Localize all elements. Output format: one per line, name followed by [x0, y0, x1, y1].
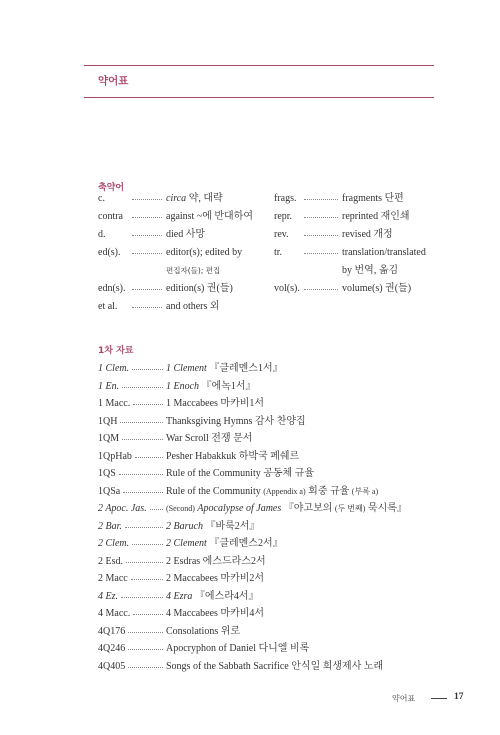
- source-definition: 2 Clement 『클레멘스2서』: [166, 538, 283, 549]
- abbrev-definition: fragments 단편: [342, 193, 404, 204]
- header-rule-bottom: [84, 97, 434, 98]
- leader-dots: [132, 307, 162, 308]
- leader-dots: [120, 422, 163, 423]
- source-definition: 2 Baruch 『바룩2서』: [166, 520, 260, 532]
- leader-dots: [132, 199, 162, 200]
- footer-section-label: 약어표: [392, 694, 416, 703]
- source-entry: [98, 535, 438, 552]
- source-key: 2 Bar.: [98, 520, 122, 532]
- source-definition: Thanksgiving Hymns 감사 찬양집: [166, 415, 306, 427]
- primary-section-title: 1차 자료: [98, 346, 134, 356]
- abbrev-definition: translation/translated: [342, 247, 426, 258]
- source-definition: Rule of the Community (Appendix a) 회중 규율 (부록 a): [166, 485, 379, 497]
- abbrev-entry: [274, 226, 454, 243]
- source-definition: 2 Maccabees 마카비2서: [166, 573, 265, 584]
- abbrev-definition: circa 약, 대략: [166, 193, 223, 204]
- source-definition: 1 Maccabees 마카비1서: [166, 398, 265, 409]
- abbrev-entry: [98, 226, 278, 243]
- leader-dots: [133, 404, 163, 405]
- source-key: 1 En.: [98, 380, 120, 392]
- source-definition: Pesher Habakkuk 하박국 페쉐르: [166, 450, 300, 462]
- abbrev-entry: [274, 244, 454, 261]
- source-key: 1 Clem.: [98, 363, 130, 374]
- leader-dots: [123, 492, 163, 493]
- abbrev-entry: [98, 298, 278, 315]
- abbrev-entry: [98, 280, 278, 297]
- abbrev-entry: [98, 244, 278, 261]
- source-entry: [98, 413, 438, 430]
- source-key: 1QpHab: [98, 450, 132, 462]
- leader-dots: [132, 253, 162, 254]
- source-entry: [98, 588, 438, 605]
- leader-dots: [122, 387, 163, 388]
- abbrev-definition: volume(s) 권(들): [342, 283, 412, 294]
- page-title: 약어표: [98, 75, 129, 87]
- leader-dots: [121, 597, 163, 598]
- source-definition: Apocryphon of Daniel 다니엘 비록: [166, 643, 310, 654]
- source-definition: Consolations 위로: [166, 625, 241, 637]
- source-entry: [98, 360, 438, 377]
- source-entry: [98, 448, 438, 465]
- abbrev-entry: [98, 190, 278, 207]
- source-key: 2 Macc: [98, 573, 128, 584]
- leader-dots: [128, 632, 163, 633]
- abbrev-definition: edition(s) 권(들): [166, 283, 233, 294]
- abbrev-entry: [274, 208, 454, 225]
- source-definition: Songs of the Sabbath Sacrifice 안식일 희생제사 노래: [166, 660, 384, 672]
- abbrev-definition: against ~에 반대하여: [166, 211, 254, 222]
- footer-divider: [431, 698, 447, 699]
- source-key: 2 Clem.: [98, 538, 130, 549]
- abbrev-definition: revised 개정: [342, 229, 393, 240]
- leader-dots: [125, 527, 163, 528]
- abbrev-key: ed(s).: [98, 247, 121, 258]
- source-entry: [98, 518, 438, 535]
- leader-dots: [122, 439, 163, 440]
- leader-dots: [304, 199, 338, 200]
- source-entry: [98, 640, 438, 657]
- abbrev-key: rev.: [274, 229, 289, 240]
- abbrev-section-title: 축약어: [98, 183, 125, 193]
- abbrev-entry: [274, 262, 454, 279]
- leader-dots: [304, 253, 338, 254]
- source-key: 1QS: [98, 468, 116, 479]
- source-entry: [98, 465, 438, 482]
- source-definition: War Scroll 전쟁 문서: [166, 433, 253, 444]
- source-entry: [98, 553, 438, 570]
- abbrev-key: repr.: [274, 211, 293, 222]
- source-entry: [98, 605, 438, 622]
- source-definition: (Second) Apocalypse of James 『야고보의 (두 번째) 묵시록』: [166, 503, 407, 514]
- abbrev-definition: editor(s); edited by: [166, 247, 243, 258]
- source-entry: [98, 623, 438, 640]
- leader-dots: [132, 544, 163, 545]
- source-definition: 1 Clement 『클레멘스1서』: [166, 363, 283, 374]
- leader-dots: [119, 474, 163, 475]
- source-key: 2 Apoc. Jas.: [98, 503, 147, 514]
- abbrev-key: d.: [98, 229, 106, 240]
- abbrev-definition: died 사망: [166, 229, 206, 240]
- abbrev-key: vol(s).: [274, 283, 300, 294]
- source-definition: 2 Esdras 에스드라스2서: [166, 555, 266, 567]
- source-key: 1 Macc.: [98, 398, 131, 409]
- leader-dots: [133, 614, 163, 615]
- abbrev-entry: [98, 208, 278, 225]
- source-key: 4 Ez.: [98, 590, 118, 602]
- source-definition: 4 Maccabees 마카비4서: [166, 608, 265, 619]
- source-entry: [98, 500, 438, 517]
- abbrev-entry: [98, 262, 278, 279]
- leader-dots: [126, 562, 163, 563]
- source-entry: [98, 395, 438, 412]
- abbrev-key: c.: [98, 193, 105, 204]
- abbrev-key: contra: [98, 211, 123, 222]
- leader-dots: [304, 289, 338, 290]
- leader-dots: [132, 289, 162, 290]
- leader-dots: [131, 579, 163, 580]
- abbrev-definition: by 번역, 옮김: [342, 265, 399, 276]
- leader-dots: [132, 217, 162, 218]
- source-key: 1QSa: [98, 485, 121, 497]
- leader-dots: [132, 235, 162, 236]
- header-rule-top: [84, 65, 434, 66]
- abbrev-key: frags.: [274, 193, 297, 204]
- source-key: 1QH: [98, 415, 118, 427]
- source-definition: 4 Ezra 『에스라4서』: [166, 590, 259, 602]
- source-definition: Rule of the Community 공동체 규율: [166, 468, 315, 479]
- page-number: 17: [454, 692, 464, 702]
- leader-dots: [132, 369, 163, 370]
- abbrev-key: tr.: [274, 247, 283, 258]
- leader-dots: [128, 667, 163, 668]
- source-definition: 1 Enoch 『에녹1서』: [166, 380, 256, 392]
- leader-dots: [128, 649, 163, 650]
- abbrev-definition: reprinted 재인쇄: [342, 211, 410, 222]
- leader-dots: [304, 235, 338, 236]
- source-entry: [98, 658, 438, 675]
- source-entry: [98, 378, 438, 395]
- source-entry: [98, 430, 438, 447]
- source-key: 4Q246: [98, 643, 126, 654]
- source-key: 4 Macc.: [98, 608, 131, 619]
- source-entry: [98, 483, 438, 500]
- leader-dots: [150, 509, 163, 510]
- abbrev-entry: [274, 190, 454, 207]
- abbrev-definition: 편집자(들); 편집: [166, 266, 221, 275]
- abbrev-entry: [274, 280, 454, 297]
- abbrev-key: edn(s).: [98, 283, 126, 294]
- abbrev-definition: and others 외: [166, 301, 220, 312]
- source-entry: [98, 570, 438, 587]
- source-key: 4Q405: [98, 660, 126, 672]
- source-key: 2 Esd.: [98, 555, 123, 567]
- leader-dots: [304, 217, 338, 218]
- source-key: 1QM: [98, 433, 120, 444]
- abbrev-key: et al.: [98, 301, 118, 312]
- source-key: 4Q176: [98, 625, 126, 637]
- leader-dots: [135, 457, 163, 458]
